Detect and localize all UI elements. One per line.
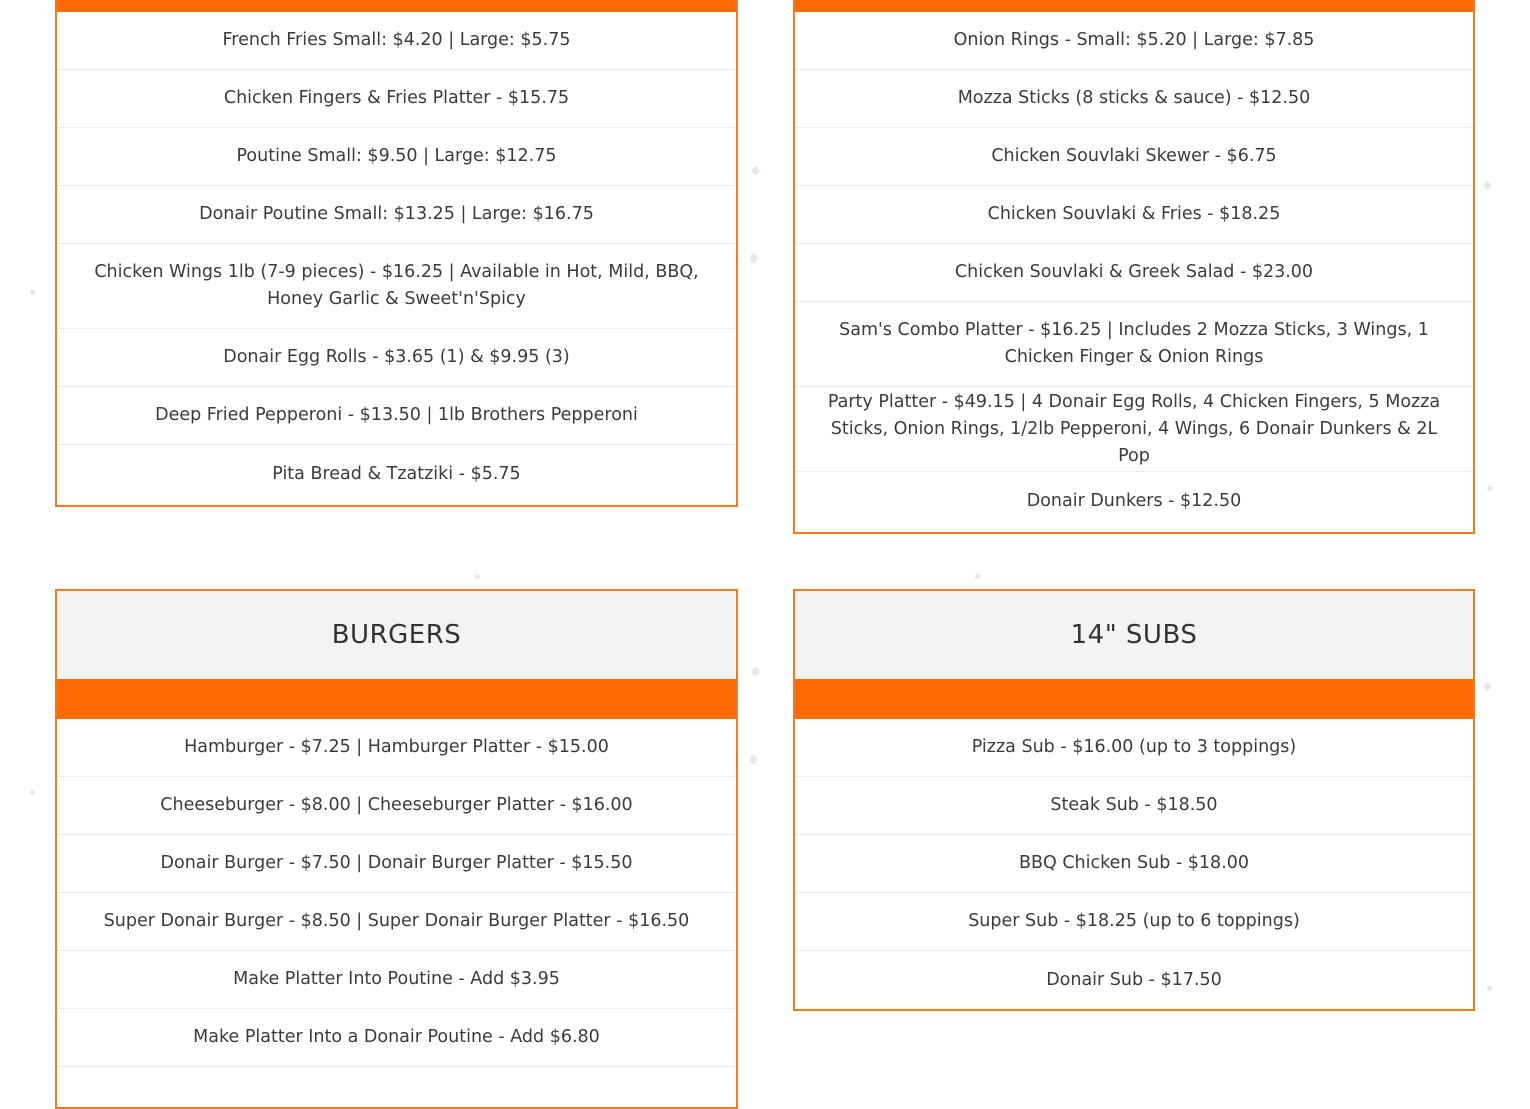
card-accent-band [57,0,736,12]
menu-item: Chicken Fingers & Fries Platter - $15.75 [57,70,736,128]
menu-item: Poutine Small: $9.50 | Large: $12.75 [57,128,736,186]
menu-item: Chicken Wings 1lb (7-9 pieces) - $16.25 | Available in Hot, Mild, BBQ, Honey Garlic & Sweet'n'Spicy [57,244,736,329]
menu-item: Super Sub - $18.25 (up to 6 toppings) [795,893,1473,951]
background-speckle [1487,986,1492,991]
background-speckle [1487,486,1492,491]
background-speckle [475,574,480,579]
menu-item: Chicken Souvlaki & Fries - $18.25 [795,186,1473,244]
menu-item: Donair Burger - $7.50 | Donair Burger Platter - $15.50 [57,835,736,893]
background-speckle [750,254,757,263]
background-speckle [975,574,980,579]
menu-item: Super Donair Burger - $8.50 | Super Donair Burger Platter - $16.50 [57,893,736,951]
background-speckle [1484,683,1491,690]
background-speckle [30,790,35,795]
background-speckle [1484,182,1491,189]
menu-item: Party Platter - $49.15 | 4 Donair Egg Rolls, 4 Chicken Fingers, 5 Mozza Sticks, Onion Rings, 1/2lb Pepperoni, 4 Wings, 6 Donair Dunkers & 2L Pop [795,387,1473,472]
background-speckle [752,166,759,175]
menu-item: Chicken Souvlaki & Greek Salad - $23.00 [795,244,1473,302]
menu-item: Steak Sub - $18.50 [795,777,1473,835]
background-speckle [750,755,757,764]
menu-card-appetizers-right [793,0,1475,534]
section-title: 14" SUBS [795,591,1473,679]
menu-item: Onion Rings - Small: $5.20 | Large: $7.85 [795,12,1473,70]
menu-card-subs [793,589,1475,1011]
menu-item: Sam's Combo Platter - $16.25 | Includes 2 Mozza Sticks, 3 Wings, 1 Chicken Finger & Onion Rings [795,302,1473,387]
background-speckle [752,667,759,676]
menu-card-burgers [55,589,738,1109]
menu-item: Donair Poutine Small: $13.25 | Large: $16.75 [57,186,736,244]
card-accent-band [57,679,736,719]
card-accent-band [795,0,1473,12]
menu-item: Donair Dunkers - $12.50 [1026,490,1242,511]
menu-item: Mozza Sticks (8 sticks & sauce) - $12.50 [795,70,1473,128]
menu-item: Donair Sub - $17.50 [1046,969,1222,990]
menu-item: Make Platter Into a Donair Poutine - Add $6.80 [57,1009,736,1067]
card-accent-band [795,679,1473,719]
menu-item: Pizza Sub - $16.00 (up to 3 toppings) [795,719,1473,777]
menu-item: Chicken Souvlaki Skewer - $6.75 [795,128,1473,186]
menu-item: Make Platter Into Poutine - Add $3.95 [57,951,736,1009]
menu-item: Cheeseburger - $8.00 | Cheeseburger Platter - $16.00 [57,777,736,835]
section-title: BURGERS [57,591,736,679]
menu-item: Hamburger - $7.25 | Hamburger Platter - $15.00 [57,719,736,777]
menu-item: Donair Egg Rolls - $3.65 (1) & $9.95 (3) [57,329,736,387]
background-speckle [30,290,35,295]
menu-item: Deep Fried Pepperoni - $13.50 | 1lb Brothers Pepperoni [57,387,736,445]
menu-card-appetizers-left [55,0,738,507]
menu-item: Pita Bread & Tzatziki - $5.75 [272,463,521,484]
menu-item: French Fries Small: $4.20 | Large: $5.75 [57,12,736,70]
menu-item: BBQ Chicken Sub - $18.00 [795,835,1473,893]
